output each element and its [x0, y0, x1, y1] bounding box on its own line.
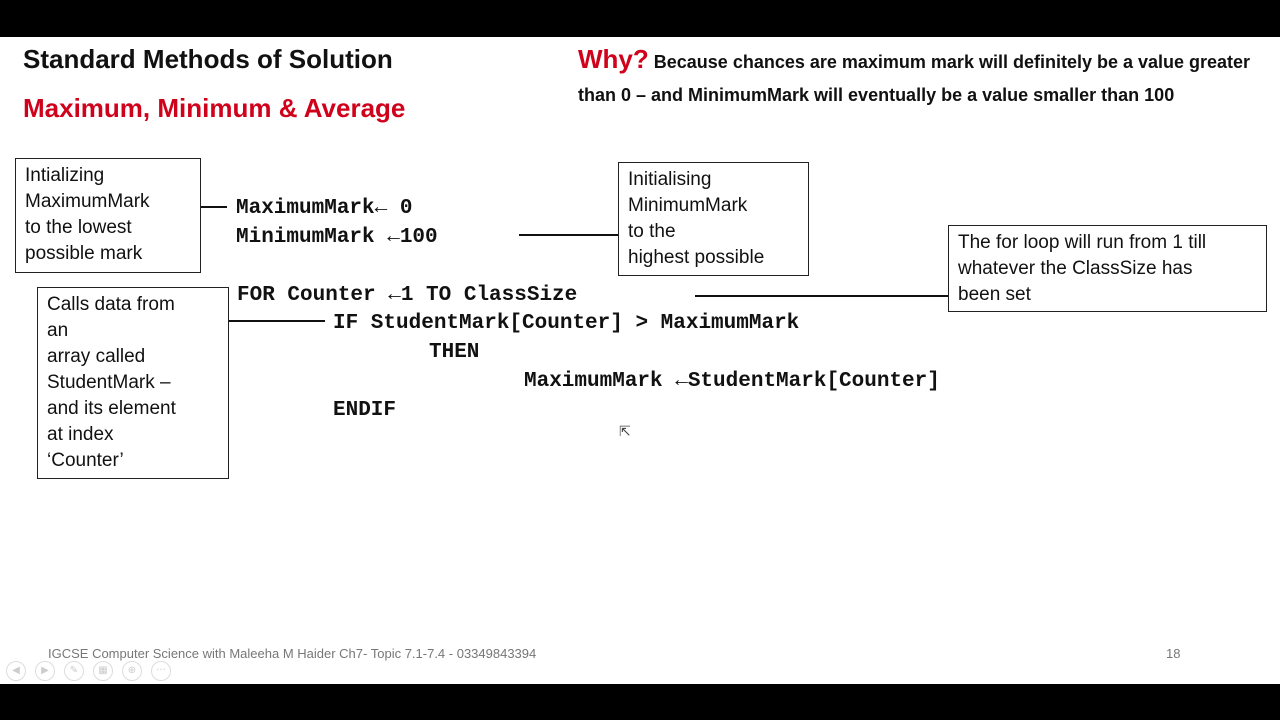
callout-line: whatever the ClassSize has — [958, 258, 1193, 279]
callout-line: to the lowest — [25, 217, 132, 238]
mouse-cursor-icon: ⇱ — [619, 424, 631, 440]
slide-title: Standard Methods of Solution — [23, 44, 393, 74]
slide-footer: IGCSE Computer Science with Maleeha M Haider Ch7- Topic 7.1-7.4 - 03349843394 — [48, 646, 537, 661]
code-if-statement: IF StudentMark[Counter] > MaximumMark — [333, 312, 800, 335]
page-number: 18 — [1166, 646, 1181, 661]
why-explanation — [578, 43, 1278, 112]
next-icon[interactable]: ▶ — [35, 661, 55, 681]
more-icon[interactable]: ··· — [151, 661, 171, 681]
callout-init-min — [618, 162, 809, 276]
callout-line: StudentMark – — [47, 372, 171, 393]
pen-icon[interactable]: ✎ — [64, 661, 84, 681]
callout-line: highest possible — [628, 247, 765, 268]
code-min-init: MinimumMark ←100 — [236, 226, 438, 249]
code-for-loop: FOR Counter ←1 TO ClassSize — [237, 284, 578, 307]
callout-line: Intializing — [25, 165, 105, 186]
callout-line: an — [47, 320, 69, 341]
callout-line: and its element — [47, 398, 176, 419]
callout-line: possible mark — [25, 243, 143, 264]
callout-line: The for loop will run from 1 till — [958, 232, 1207, 253]
connector-line — [695, 295, 948, 297]
callout-line: been set — [958, 284, 1031, 305]
code-then: THEN — [429, 341, 480, 364]
code-endif: ENDIF — [333, 399, 397, 422]
code-max-init: MaximumMark← 0 — [236, 197, 413, 220]
callout-line: Calls data from — [47, 294, 175, 315]
slides-icon[interactable]: ▦ — [93, 661, 113, 681]
code-assignment: MaximumMark ←StudentMark[Counter] — [524, 370, 940, 393]
connector-line — [519, 234, 618, 236]
prev-icon[interactable]: ◀ — [6, 661, 26, 681]
callout-line: ‘Counter’ — [47, 450, 124, 471]
callout-line: MaximumMark — [25, 191, 150, 212]
why-label: Why? — [578, 44, 649, 74]
callout-line: array called — [47, 346, 146, 367]
slide — [0, 37, 1280, 684]
callout-line: at index — [47, 424, 114, 445]
callout-calls-data — [37, 287, 229, 479]
callout-line: MinimumMark — [628, 195, 748, 216]
why-text: Because chances are maximum mark will definitely be a value greater than 0 – and MinimumMark will eventually be a value smaller than 100 — [578, 52, 1251, 105]
zoom-icon[interactable]: ⊕ — [122, 661, 142, 681]
callout-line: to the — [628, 221, 676, 242]
callout-line: Initialising — [628, 169, 712, 190]
slideshow-controls — [6, 661, 171, 679]
connector-line — [201, 206, 227, 208]
callout-init-max — [15, 158, 201, 273]
connector-line — [229, 320, 325, 322]
slide-subtitle: Maximum, Minimum & Average — [23, 93, 406, 123]
callout-for-loop — [948, 225, 1267, 312]
